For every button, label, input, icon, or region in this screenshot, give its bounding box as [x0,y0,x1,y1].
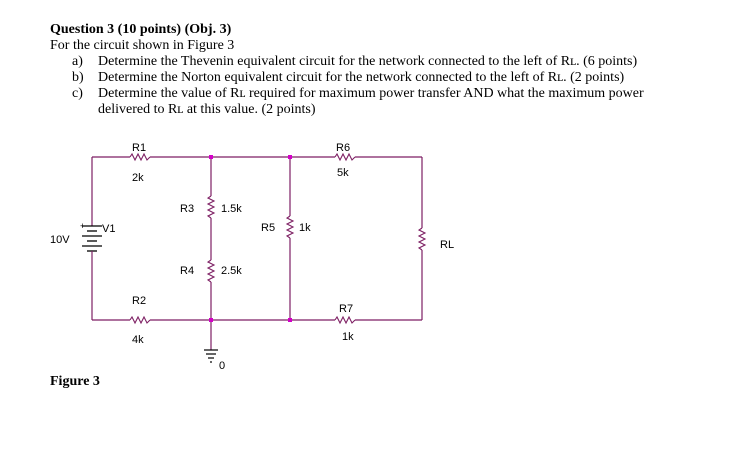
question-title: Question 3 (10 points) (Obj. 3) [50,22,232,37]
v1-name: V1 [102,223,116,235]
resistor-r3 [180,196,242,218]
r2-value: 4k [132,334,144,346]
question-intro: For the circuit shown in Figure 3 [50,38,235,53]
ground-label: 0 [219,360,226,372]
r1-name: R1 [132,142,147,154]
junction-node [288,155,292,159]
r6-value: 5k [337,167,349,179]
r5-name: R5 [261,222,276,234]
ground-icon [204,350,225,372]
resistor-r2 [130,295,150,346]
rl-name: RL [440,239,455,251]
part-letter: b) [72,70,84,85]
r6-name: R6 [336,142,351,154]
resistor-r1 [130,142,150,184]
r3-value: 1.5k [221,203,242,215]
resistor-rl [419,228,454,251]
junction-node [288,318,292,322]
r4-name: R4 [180,265,195,277]
r5-value: 1k [299,222,311,234]
part-c-continuation: delivered to Rʟ at this value. (2 points) [98,102,316,117]
part-text: Determine the value of Rʟ required for maximum power transfer AND what the maximum power [98,86,644,101]
figure-caption: Figure 3 [50,374,100,389]
part-text: Determine the Norton equivalent circuit for the network connected to the left of Rʟ. (2 points) [98,70,625,85]
r4-value: 2.5k [221,265,242,277]
v1-value: 10V [50,234,70,246]
resistor-r4 [180,260,242,282]
resistor-r7 [335,303,355,343]
junction-node [209,318,213,322]
r7-name: R7 [339,303,354,315]
part-text: Determine the Thevenin equivalent circuit for the network connected to the left of Rʟ. (6 points) [98,54,638,69]
plus-sign: + [80,221,86,231]
part-letter: a) [72,54,83,69]
r1-value: 2k [132,172,144,184]
resistor-r6 [335,142,355,179]
resistor-r5 [261,216,311,238]
junction-node [209,155,213,159]
r2-name: R2 [132,295,147,307]
r7-value: 1k [342,331,354,343]
r3-name: R3 [180,203,195,215]
voltage-source-v1 [50,221,115,254]
part-letter: c) [72,86,83,101]
